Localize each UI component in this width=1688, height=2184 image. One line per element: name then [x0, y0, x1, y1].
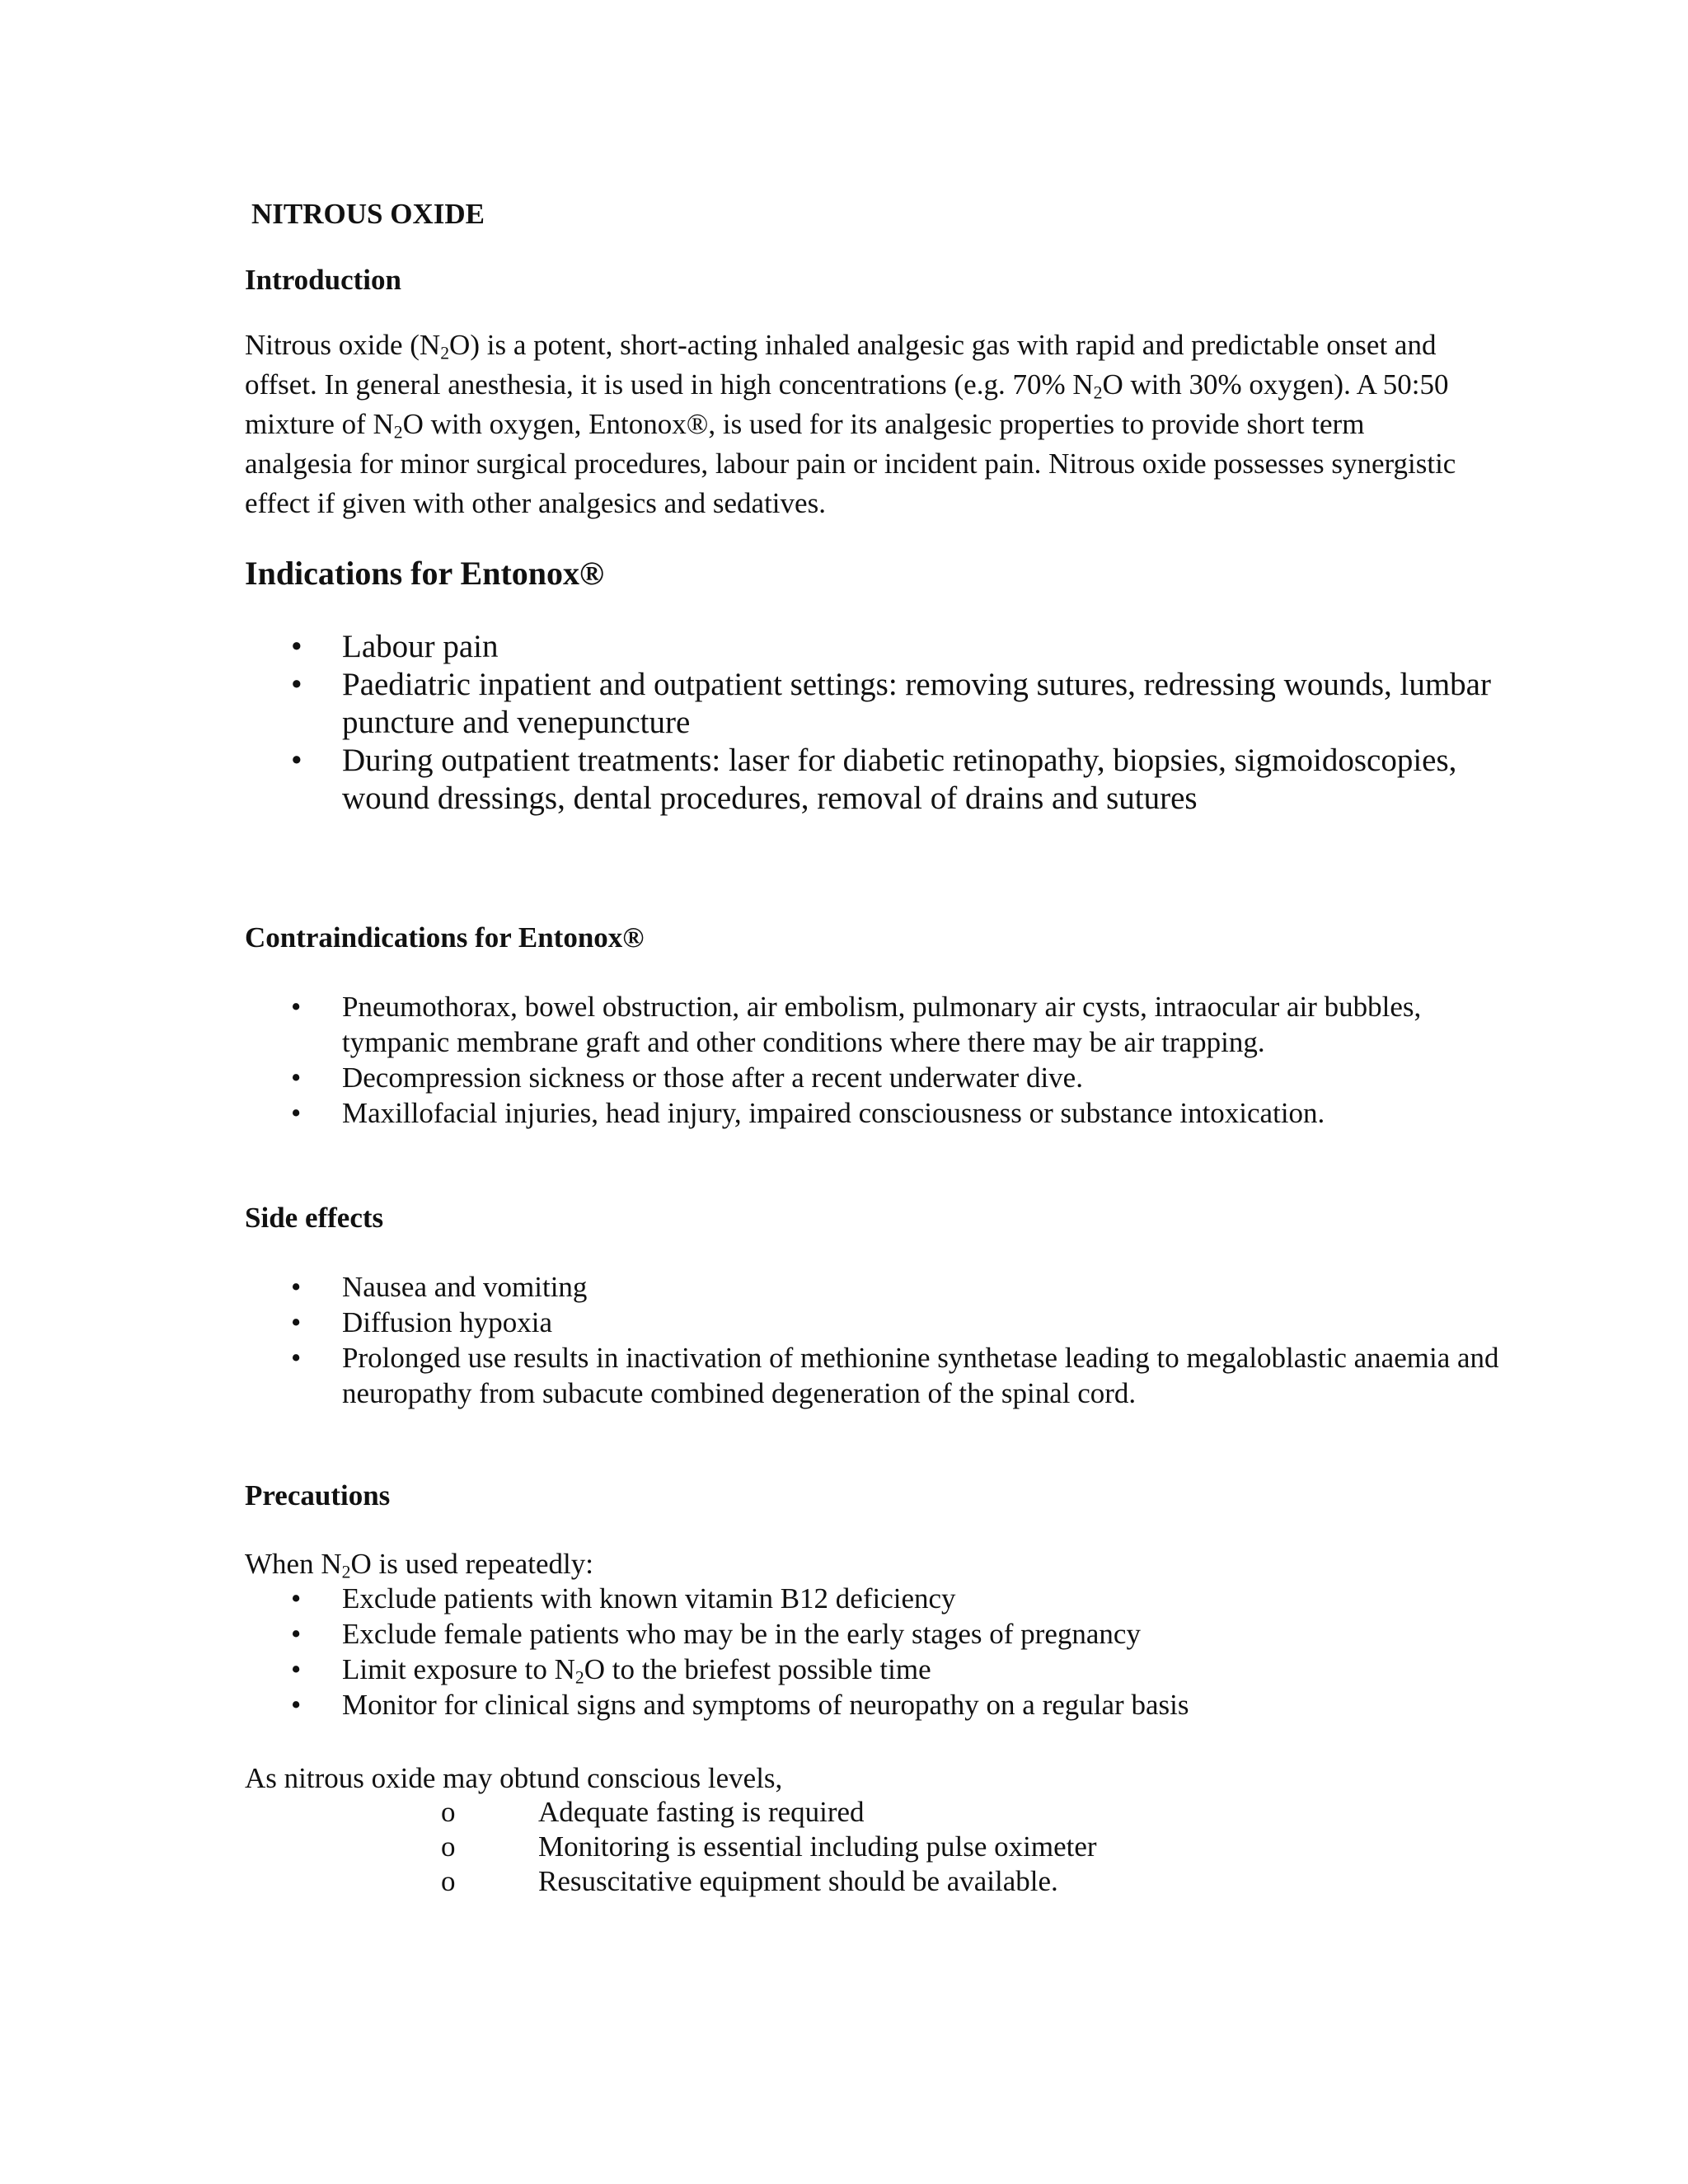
conscious-levels-intro: As nitrous oxide may obtund conscious levels, — [245, 1762, 783, 1794]
introduction-paragraph — [245, 326, 1465, 523]
indications-heading: Indications for Entonox® — [245, 555, 604, 592]
list-item: • Exclude female patients who may be in the early stages of pregnancy — [0, 1616, 1512, 1652]
list-item: • Prolonged use results in inactivation of methionine synthetase leading to megaloblastic anaemia and neuropathy from subacute combined degeneration of the spinal cord. — [0, 1340, 1512, 1411]
precautions-heading: Precautions — [245, 1479, 391, 1511]
list-item: o Resuscitative equipment should be available. — [0, 1864, 1097, 1899]
conscious-levels-list — [0, 1795, 1097, 1899]
list-item: • During outpatient treatments: laser for diabetic retinopathy, biopsies, sigmoidoscopies, wound dressings, dental procedures, removal of drains and sutures — [0, 742, 1496, 818]
list-item: • Decompression sickness or those after a recent underwater dive. — [0, 1060, 1512, 1095]
list-item: o Monitoring is essential including pulse oximeter — [0, 1830, 1097, 1864]
subscript-2: 2 — [574, 1667, 584, 1688]
list-item: • Paediatric inpatient and outpatient settings: removing sutures, redressing wounds, lumbar puncture and venepuncture — [0, 666, 1496, 742]
item-text-1: Limit exposure to N — [342, 1653, 575, 1685]
list-item: o Adequate fasting is required — [0, 1795, 1097, 1830]
subscript-2: 2 — [341, 1562, 351, 1582]
subscript-2: 2 — [1093, 382, 1103, 403]
precautions-intro — [245, 1544, 1465, 1584]
precautions-list — [0, 1581, 1512, 1722]
subscript-2: 2 — [440, 343, 450, 363]
list-item: • Diffusion hypoxia — [0, 1305, 1512, 1340]
side-effects-heading: Side effects — [245, 1202, 384, 1234]
indications-list — [0, 628, 1496, 818]
side-effects-list — [0, 1269, 1512, 1411]
precautions-intro-text-1: When N — [245, 1548, 342, 1580]
introduction-heading: Introduction — [245, 264, 401, 296]
intro-text-3: O with 30% oxygen). A 50:50 mixture of N — [245, 368, 1449, 440]
list-item: • Labour pain — [0, 628, 1496, 666]
list-item: • Exclude patients with known vitamin B12 deficiency — [0, 1581, 1512, 1616]
list-item — [0, 1652, 1512, 1687]
contraindications-list — [0, 989, 1512, 1131]
contraindications-heading: Contraindications for Entonox® — [245, 921, 645, 954]
list-item: • Monitor for clinical signs and symptoms of neuropathy on a regular basis — [0, 1687, 1512, 1722]
list-item: • Maxillofacial injuries, head injury, impaired consciousness or substance intoxication. — [0, 1095, 1512, 1131]
precautions-intro-text-2: O is used repeatedly: — [350, 1548, 593, 1580]
list-item: • Nausea and vomiting — [0, 1269, 1512, 1305]
subscript-2: 2 — [393, 422, 403, 443]
document-title: NITROUS OXIDE — [251, 198, 485, 230]
item-text-2: O to the briefest possible time — [584, 1653, 931, 1685]
list-item: • Pneumothorax, bowel obstruction, air embolism, pulmonary air cysts, intraocular air bubbles, tympanic membrane graft and other conditions where there may be air trapping. — [0, 989, 1512, 1060]
intro-text-1: Nitrous oxide (N — [245, 329, 441, 361]
intro-text-2: O) is a potent, short-acting inhaled analgesic gas with rapid and predictable onset and offset. In general anesthesia, it is used in high concentrations (e.g. 70% N — [245, 329, 1437, 401]
intro-text-4: O with oxygen, Entonox®, is used for its analgesic properties to provide short term analgesia for minor surgical procedures, labour pain or incident pain. Nitrous oxide possesses synergistic effect if given with other analgesics and sedatives. — [245, 408, 1456, 519]
